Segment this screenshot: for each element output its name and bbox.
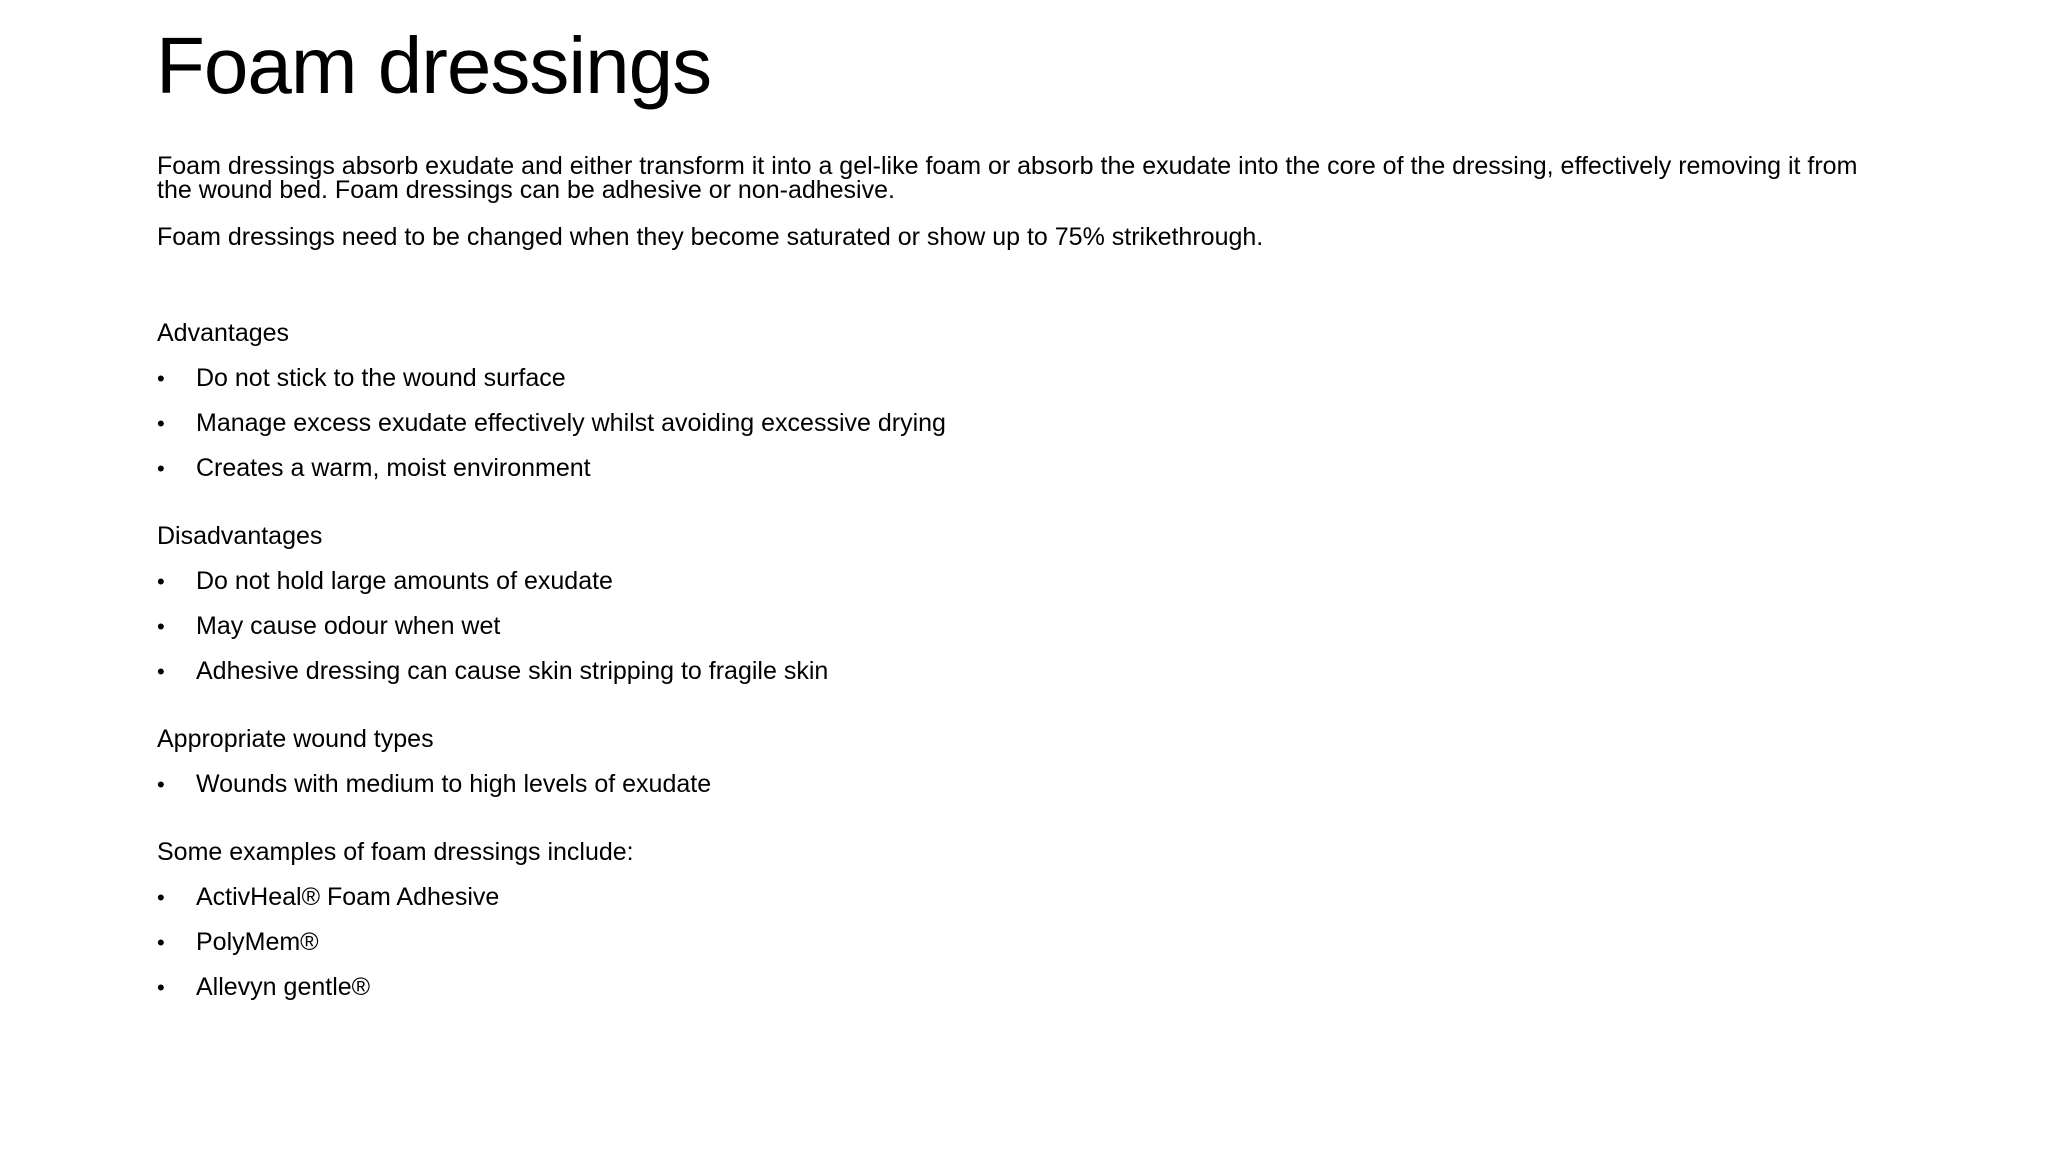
section-heading: Disadvantages	[157, 522, 323, 550]
list-item	[157, 356, 1917, 401]
bullet-icon: •	[157, 659, 165, 684]
bullet-icon: •	[157, 456, 165, 481]
list-item-text: Manage excess exudate effectively whilst avoiding excessive drying	[196, 409, 946, 437]
bullet-icon: •	[157, 569, 165, 594]
bullet-list	[157, 875, 1917, 1010]
bullet-list	[157, 762, 1917, 807]
section-disadvantages	[157, 514, 1917, 694]
list-item	[157, 920, 1917, 965]
list-item	[157, 604, 1917, 649]
list-item	[157, 875, 1917, 920]
list-item-text: Creates a warm, moist environment	[196, 454, 591, 482]
intro-paragraph: Foam dressings absorb exudate and either transform it into a gel-like foam or absorb the exudate into the core of the dressing, effectively removing it from the wound bed. Foam dressings can be adhesive or non-adhesive.	[157, 152, 1858, 204]
list-item-text: Do not hold large amounts of exudate	[196, 567, 613, 595]
bullet-icon: •	[157, 411, 165, 436]
section-wound-types	[157, 717, 1917, 807]
bullet-icon: •	[157, 772, 165, 797]
list-item-text: PolyMem®	[196, 928, 319, 956]
section-heading: Some examples of foam dressings include:	[157, 838, 634, 866]
list-item	[157, 446, 1917, 491]
change-guidance-paragraph: Foam dressings need to be changed when they become saturated or show up to 75% strikethrough.	[157, 223, 1264, 251]
bullet-list	[157, 559, 1917, 694]
section-examples	[157, 830, 1917, 1010]
list-item	[157, 559, 1917, 604]
bullet-icon: •	[157, 366, 165, 391]
bullet-icon: •	[157, 975, 165, 1000]
list-item-text: Do not stick to the wound surface	[196, 364, 566, 392]
list-item	[157, 649, 1917, 694]
slide-title: Foam dressings	[156, 21, 712, 110]
list-item	[157, 965, 1917, 1010]
list-item-text: Adhesive dressing can cause skin stripping to fragile skin	[196, 657, 829, 685]
bullet-icon: •	[157, 930, 165, 955]
list-item-text: Allevyn gentle®	[196, 973, 371, 1001]
list-item-text: ActivHeal® Foam Adhesive	[196, 883, 500, 911]
bullet-list	[157, 356, 1917, 491]
slide-body	[157, 154, 1917, 1010]
section-heading: Advantages	[157, 319, 290, 347]
bullet-icon: •	[157, 885, 165, 910]
section-advantages	[157, 311, 1917, 491]
list-item-text: Wounds with medium to high levels of exudate	[196, 770, 712, 798]
list-item	[157, 401, 1917, 446]
section-heading: Appropriate wound types	[157, 725, 434, 753]
list-item-text: May cause odour when wet	[196, 612, 501, 640]
bullet-icon: •	[157, 614, 165, 639]
list-item	[157, 762, 1917, 807]
